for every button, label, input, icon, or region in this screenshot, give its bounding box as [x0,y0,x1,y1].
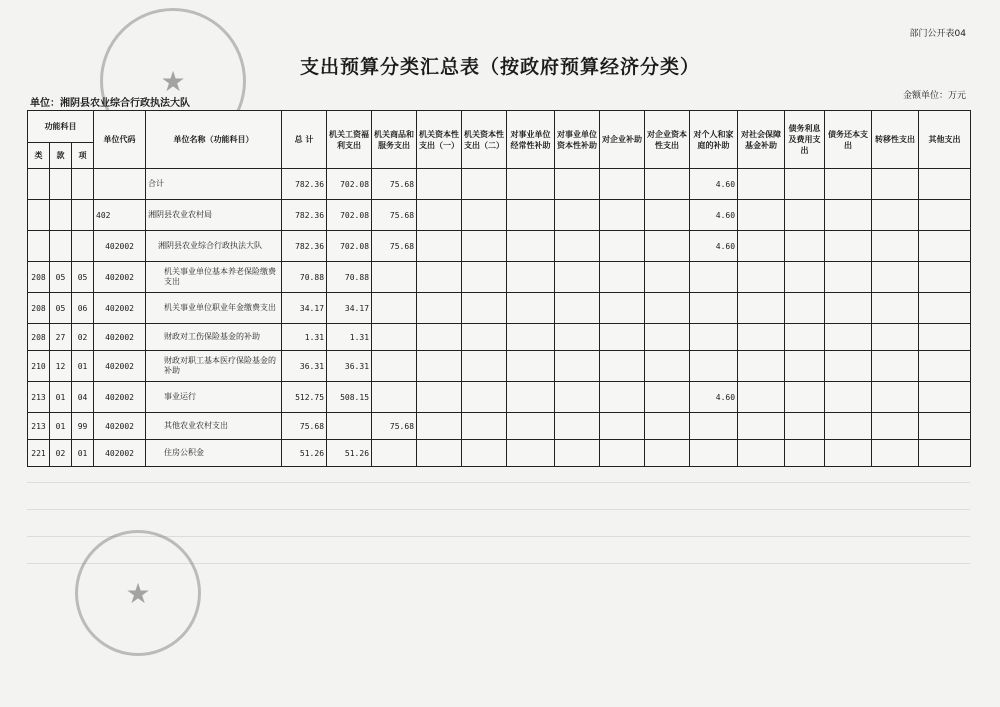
table-row [28,382,971,413]
cell-lei [28,200,50,231]
cell-c3 [417,413,462,440]
cell-c13 [872,200,919,231]
cell-c1: 702.08 [327,231,372,262]
cell-c2: 75.68 [372,413,417,440]
cell-total: 1.31 [282,324,327,351]
cell-c7 [600,382,645,413]
cell-c4 [462,413,507,440]
cell-lei [28,169,50,200]
amount-unit: 金额单位：万元 [902,91,966,101]
unit-label: 单位：湘阴县农业综合行政执法大队 [30,98,190,109]
cell-c8 [645,440,690,467]
table-row [28,440,971,467]
cell-c2 [372,324,417,351]
cell-c11 [785,382,825,413]
cell-kuan: 01 [50,382,72,413]
cell-c3 [417,262,462,293]
cell-c13 [872,382,919,413]
cell-c1: 70.88 [327,262,372,293]
cell-c10 [738,293,785,324]
cell-c12 [825,413,872,440]
cell-lei [28,231,50,262]
cell-c9 [690,413,738,440]
col-header: 机关工资福利支出 [327,111,372,169]
cell-lei: 208 [28,293,50,324]
lei-header: 类 [28,143,50,169]
cell-c5 [507,382,555,413]
cell-c6 [555,440,600,467]
cell-name: 机关事业单位职业年金缴费支出 [146,293,282,324]
cell-c14 [919,293,971,324]
cell-c12 [825,231,872,262]
cell-c6 [555,324,600,351]
cell-c1: 51.26 [327,440,372,467]
table-row [28,293,971,324]
cell-total: 51.26 [282,440,327,467]
form-number: 部门公开表04 [909,29,966,39]
page-title: 支出预算分类汇总表（按政府预算经济分类） [299,56,700,78]
cell-c12 [825,382,872,413]
cell-c5 [507,200,555,231]
cell-code: 402002 [94,351,146,382]
table-row [28,169,971,200]
cell-c1: 36.31 [327,351,372,382]
col-header: 债务利息及费用支出 [785,111,825,169]
cell-c13 [872,231,919,262]
cell-c10 [738,200,785,231]
cell-c4 [462,382,507,413]
cell-c7 [600,231,645,262]
func-subject-header: 功能科目 [28,111,94,143]
table-row [28,413,971,440]
cell-c8 [645,169,690,200]
cell-c7 [600,351,645,382]
cell-c9: 4.60 [690,231,738,262]
cell-xiang: 04 [72,382,94,413]
cell-c14 [919,351,971,382]
cell-kuan: 02 [50,440,72,467]
cell-code [94,169,146,200]
cell-total: 512.75 [282,382,327,413]
cell-c2 [372,351,417,382]
cell-kuan [50,169,72,200]
cell-kuan: 27 [50,324,72,351]
cell-c4 [462,351,507,382]
cell-c6 [555,262,600,293]
cell-c8 [645,324,690,351]
cell-c14 [919,382,971,413]
cell-c6 [555,231,600,262]
cell-lei: 221 [28,440,50,467]
cell-c14 [919,324,971,351]
cell-kuan: 01 [50,413,72,440]
cell-c6 [555,382,600,413]
cell-c9: 4.60 [690,200,738,231]
cell-lei: 213 [28,382,50,413]
cell-c13 [872,351,919,382]
cell-c3 [417,382,462,413]
table-row [28,200,971,231]
cell-c11 [785,200,825,231]
cell-c9: 4.60 [690,169,738,200]
cell-total: 782.36 [282,169,327,200]
cell-c3 [417,440,462,467]
cell-xiang: 06 [72,293,94,324]
cell-c11 [785,293,825,324]
cell-name: 机关事业单位基本养老保险缴费支出 [146,262,282,293]
cell-xiang: 99 [72,413,94,440]
cell-kuan: 05 [50,262,72,293]
cell-code: 402002 [94,293,146,324]
cell-c1: 702.08 [327,200,372,231]
cell-c1: 702.08 [327,169,372,200]
cell-lei: 208 [28,324,50,351]
cell-total: 34.17 [282,293,327,324]
cell-c7 [600,169,645,200]
cell-c7 [600,413,645,440]
table-row [28,262,971,293]
cell-c14 [919,413,971,440]
cell-c11 [785,413,825,440]
cell-total: 782.36 [282,200,327,231]
cell-c4 [462,324,507,351]
col-header: 机关资本性支出（一） [417,111,462,169]
cell-c6 [555,200,600,231]
cell-c11 [785,231,825,262]
col-header: 对个人和家庭的补助 [690,111,738,169]
cell-name: 合计 [146,169,282,200]
seal-star-icon: ★ [160,64,186,98]
cell-name: 湘阴县农业农村局 [146,200,282,231]
cell-c1: 1.31 [327,324,372,351]
cell-c9 [690,440,738,467]
total-header: 总 计 [282,111,327,169]
cell-c8 [645,413,690,440]
cell-c8 [645,262,690,293]
cell-c6 [555,169,600,200]
cell-c10 [738,324,785,351]
cell-c13 [872,169,919,200]
cell-c4 [462,200,507,231]
col-header: 对企业资本性支出 [645,111,690,169]
cell-c5 [507,324,555,351]
cell-c4 [462,440,507,467]
cell-c7 [600,440,645,467]
col-header: 机关商品和服务支出 [372,111,417,169]
cell-lei: 210 [28,351,50,382]
cell-total: 782.36 [282,231,327,262]
col-header: 对事业单位经常性补助 [507,111,555,169]
col-header: 对企业补助 [600,111,645,169]
cell-c12 [825,351,872,382]
table-row [28,324,971,351]
cell-c5 [507,413,555,440]
unit-name-header: 单位名称（功能科目） [146,111,282,169]
cell-name: 湘阴县农业综合行政执法大队 [146,231,282,262]
cell-code: 402002 [94,231,146,262]
cell-c5 [507,440,555,467]
bleed-through-lines [27,455,970,605]
cell-c14 [919,262,971,293]
cell-c9 [690,351,738,382]
cell-c1: 508.15 [327,382,372,413]
cell-c2: 75.68 [372,231,417,262]
cell-name: 住房公积金 [146,440,282,467]
cell-xiang [72,231,94,262]
cell-c9 [690,293,738,324]
cell-c8 [645,231,690,262]
cell-c2 [372,382,417,413]
cell-c10 [738,382,785,413]
cell-c9 [690,262,738,293]
cell-c8 [645,382,690,413]
unit-code-header: 单位代码 [94,111,146,169]
cell-total: 75.68 [282,413,327,440]
cell-c10 [738,413,785,440]
cell-c12 [825,200,872,231]
cell-xiang: 02 [72,324,94,351]
cell-c7 [600,262,645,293]
cell-c4 [462,169,507,200]
seal-star-icon: ★ [125,576,151,610]
cell-c2 [372,440,417,467]
cell-name: 财政对工伤保险基金的补助 [146,324,282,351]
cell-c12 [825,440,872,467]
cell-c9: 4.60 [690,382,738,413]
cell-c8 [645,200,690,231]
table-row [28,351,971,382]
cell-c3 [417,200,462,231]
cell-xiang [72,169,94,200]
cell-code: 402002 [94,413,146,440]
cell-c5 [507,351,555,382]
cell-c14 [919,169,971,200]
kuan-header: 款 [50,143,72,169]
col-header: 机关资本性支出（二） [462,111,507,169]
cell-c12 [825,293,872,324]
cell-c3 [417,169,462,200]
cell-xiang [72,200,94,231]
cell-code: 402002 [94,440,146,467]
cell-c10 [738,262,785,293]
budget-table [27,110,971,467]
xiang-header: 项 [72,143,94,169]
cell-c3 [417,293,462,324]
cell-code: 402002 [94,382,146,413]
cell-name: 财政对职工基本医疗保险基金的补助 [146,351,282,382]
cell-total: 70.88 [282,262,327,293]
cell-c6 [555,293,600,324]
cell-c2 [372,293,417,324]
cell-c10 [738,351,785,382]
cell-c4 [462,231,507,262]
cell-c14 [919,200,971,231]
cell-c2 [372,262,417,293]
cell-kuan: 12 [50,351,72,382]
cell-c6 [555,413,600,440]
cell-c2: 75.68 [372,169,417,200]
cell-c13 [872,413,919,440]
cell-name: 事业运行 [146,382,282,413]
cell-c3 [417,324,462,351]
cell-kuan [50,231,72,262]
col-header: 债务还本支出 [825,111,872,169]
cell-c11 [785,440,825,467]
col-header: 对事业单位资本性补助 [555,111,600,169]
cell-kuan: 05 [50,293,72,324]
cell-c6 [555,351,600,382]
cell-c11 [785,262,825,293]
cell-c5 [507,169,555,200]
cell-c5 [507,231,555,262]
cell-c7 [600,200,645,231]
cell-code: 402002 [94,324,146,351]
cell-c10 [738,440,785,467]
cell-c13 [872,324,919,351]
cell-c13 [872,440,919,467]
cell-c4 [462,262,507,293]
cell-c12 [825,324,872,351]
cell-c5 [507,293,555,324]
cell-xiang: 05 [72,262,94,293]
cell-name: 其他农业农村支出 [146,413,282,440]
cell-c8 [645,351,690,382]
cell-c10 [738,231,785,262]
cell-c7 [600,324,645,351]
cell-c12 [825,169,872,200]
cell-c12 [825,262,872,293]
cell-c7 [600,293,645,324]
cell-c11 [785,351,825,382]
cell-c5 [507,262,555,293]
cell-lei: 213 [28,413,50,440]
cell-c11 [785,169,825,200]
cell-code: 402 [94,200,146,231]
cell-xiang: 01 [72,440,94,467]
cell-c8 [645,293,690,324]
cell-c14 [919,231,971,262]
cell-c1: 34.17 [327,293,372,324]
cell-c14 [919,440,971,467]
col-header: 转移性支出 [872,111,919,169]
cell-c1 [327,413,372,440]
cell-c13 [872,293,919,324]
cell-c13 [872,262,919,293]
cell-xiang: 01 [72,351,94,382]
cell-c3 [417,351,462,382]
cell-c10 [738,169,785,200]
cell-c9 [690,324,738,351]
cell-c3 [417,231,462,262]
cell-kuan [50,200,72,231]
cell-c11 [785,324,825,351]
col-header: 其他支出 [919,111,971,169]
col-header: 对社会保障基金补助 [738,111,785,169]
cell-lei: 208 [28,262,50,293]
table-row [28,231,971,262]
cell-total: 36.31 [282,351,327,382]
cell-c4 [462,293,507,324]
cell-c2: 75.68 [372,200,417,231]
cell-code: 402002 [94,262,146,293]
